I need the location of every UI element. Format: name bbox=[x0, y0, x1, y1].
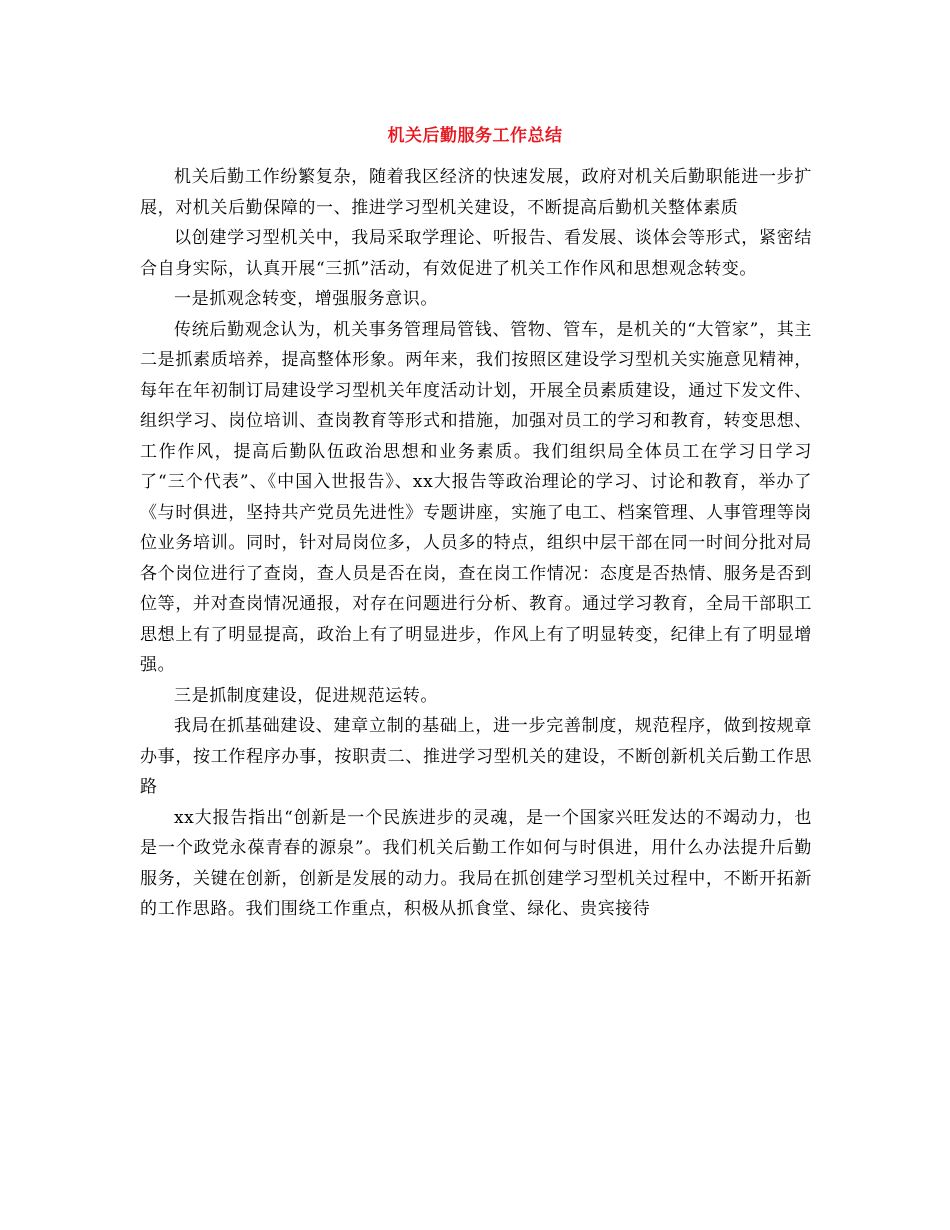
paragraph-5: 三是抓制度建设，促进规范运转。 bbox=[174, 685, 438, 706]
paragraph-1: 机关后勤工作纷繁复杂，随着我区经济的快速发展，政府对机关后勤职能进一步扩展，对机关后勤保障的一、推进学习型机关建设，不断提高后勤机关整体素质 bbox=[140, 167, 812, 218]
paragraph-4: 传统后勤观念认为，机关事务管理局管钱、管物、管车，是机关的“大管家”，其主二是抓素质培养，提高整体形象。两年来，我们按照区建设学习型机关实施意见精神，每年在年初制订局建设学习型机关年度活动计划，开展全员素质建设，通过下发文件、组织学习、岗位培训、查岗教育等形式和措施，加强对员工的学习和教育，转变思想、工作作风，提高后勤队伍政治思想和业务素质。我们组织局全体员工在学习日学习了“三个代表”、《中国入世报告》、xx大报告等政治理论的学习、讨论和教育，举办了《与时俱进，坚持共产党员先进性》专题讲座，实施了电工、档案管理、人事管理等岗位业务培训。同时，针对局岗位多，人员多的特点，组织中层干部在同一时间分批对局各个岗位进行了查岗，查人员是否在岗，查在岗工作情况：态度是否热情、服务是否到位等，并对查岗情况通报，对存在问题进行分析、教育。通过学习教育，全局干部职工思想上有了明显提高，政治上有了明显进步，作风上有了明显转变，纪律上有了明显增强。 bbox=[140, 319, 812, 675]
paragraph-6: 我局在抓基础建设、建章立制的基础上，进一步完善制度，规范程序，做到按规章办事，按工作程序办事，按职责二、推进学习型机关的建设，不断创新机关后勤工作思路 bbox=[140, 716, 812, 797]
document-body bbox=[140, 162, 812, 925]
paragraph-2: 以创建学习型机关中，我局采取学理论、听报告、看发展、谈体会等形式，紧密结合自身实际，认真开展“三抓”活动，有效促进了机关工作作风和思想观念转变。 bbox=[140, 228, 812, 279]
paragraph-7: xx大报告指出“创新是一个民族进步的灵魂，是一个国家兴旺发达的不竭动力，也是一个政党永葆青春的源泉”。我们机关后勤工作如何与时俱进，用什么办法提升后勤服务，关键在创新，创新是发展的动力。我局在抓创建学习型机关过程中，不断开拓新的工作思路。我们围绕工作重点，积极从抓食堂、绿化、贵宾接待 bbox=[140, 807, 812, 919]
document-title: 机关后勤服务工作总结 bbox=[387, 126, 563, 146]
paragraph-3: 一是抓观念转变，增强服务意识。 bbox=[174, 289, 438, 309]
